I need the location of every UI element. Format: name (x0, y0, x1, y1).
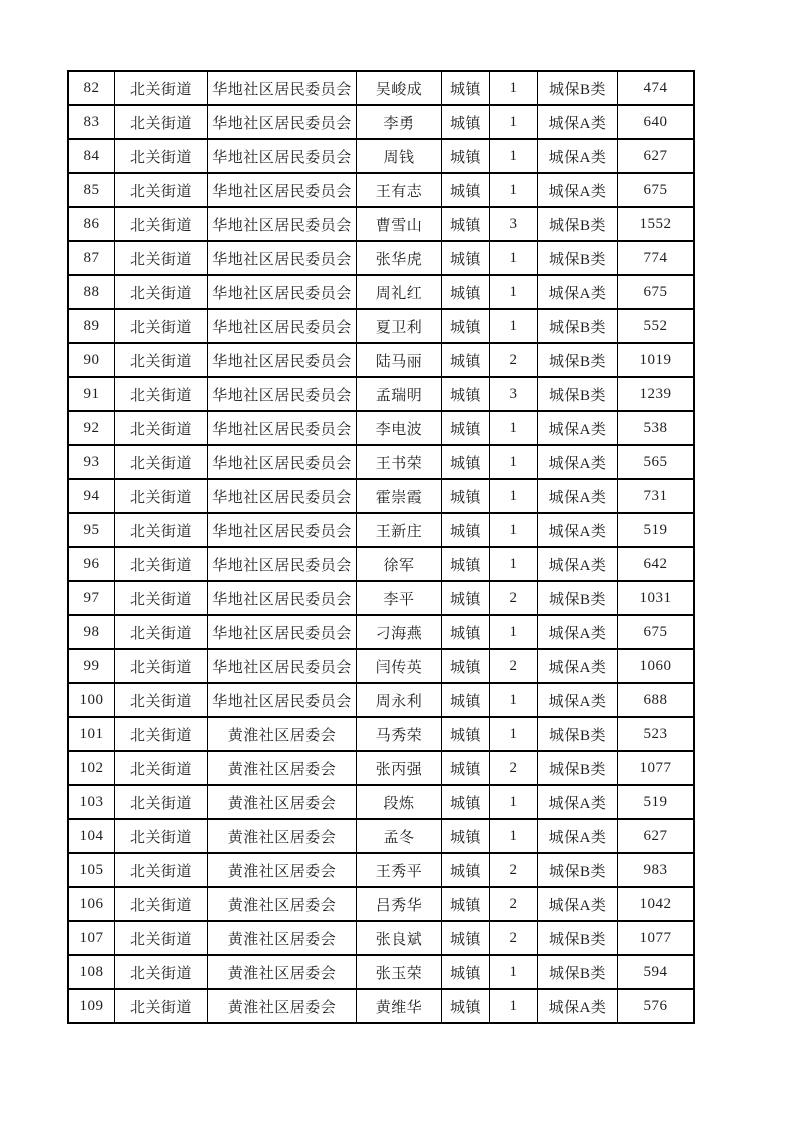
cell-amount: 1239 (618, 378, 693, 412)
cell-committee: 黄淮社区居委会 (208, 922, 357, 956)
cell-person-name: 刁海燕 (357, 616, 442, 650)
table-row (69, 174, 693, 208)
cell-amount: 627 (618, 140, 693, 174)
cell-street: 北关街道 (115, 718, 208, 752)
cell-street: 北关街道 (115, 786, 208, 820)
cell-household-type: 城镇 (442, 378, 490, 412)
cell-category: 城保A类 (538, 514, 618, 548)
cell-row-number: 104 (69, 820, 115, 854)
cell-household-type: 城镇 (442, 310, 490, 344)
cell-committee: 华地社区居民委员会 (208, 242, 357, 276)
cell-category: 城保A类 (538, 140, 618, 174)
cell-committee: 华地社区居民委员会 (208, 446, 357, 480)
cell-person-count: 1 (490, 786, 538, 820)
cell-street: 北关街道 (115, 854, 208, 888)
cell-committee: 华地社区居民委员会 (208, 616, 357, 650)
cell-household-type: 城镇 (442, 174, 490, 208)
table-row (69, 752, 693, 786)
cell-person-name: 张玉荣 (357, 956, 442, 990)
cell-household-type: 城镇 (442, 106, 490, 140)
cell-amount: 774 (618, 242, 693, 276)
cell-committee: 华地社区居民委员会 (208, 412, 357, 446)
table-row (69, 684, 693, 718)
cell-person-name: 李勇 (357, 106, 442, 140)
cell-amount: 627 (618, 820, 693, 854)
cell-person-count: 1 (490, 72, 538, 106)
cell-household-type: 城镇 (442, 752, 490, 786)
cell-person-name: 马秀荣 (357, 718, 442, 752)
cell-committee: 华地社区居民委员会 (208, 582, 357, 616)
cell-amount: 552 (618, 310, 693, 344)
cell-person-count: 2 (490, 752, 538, 786)
cell-person-name: 周礼红 (357, 276, 442, 310)
cell-person-name: 李电波 (357, 412, 442, 446)
cell-row-number: 98 (69, 616, 115, 650)
table-row (69, 922, 693, 956)
cell-committee: 华地社区居民委员会 (208, 276, 357, 310)
cell-person-name: 曹雪山 (357, 208, 442, 242)
table-row (69, 276, 693, 310)
cell-category: 城保A类 (538, 650, 618, 684)
cell-row-number: 95 (69, 514, 115, 548)
cell-person-count: 2 (490, 582, 538, 616)
cell-household-type: 城镇 (442, 922, 490, 956)
cell-category: 城保B类 (538, 582, 618, 616)
cell-category: 城保A类 (538, 786, 618, 820)
cell-row-number: 106 (69, 888, 115, 922)
cell-person-count: 1 (490, 684, 538, 718)
cell-amount: 1552 (618, 208, 693, 242)
cell-household-type: 城镇 (442, 208, 490, 242)
table-row (69, 820, 693, 854)
cell-street: 北关街道 (115, 106, 208, 140)
cell-committee: 华地社区居民委员会 (208, 548, 357, 582)
cell-person-count: 1 (490, 548, 538, 582)
cell-household-type: 城镇 (442, 582, 490, 616)
cell-person-count: 1 (490, 820, 538, 854)
cell-street: 北关街道 (115, 752, 208, 786)
cell-street: 北关街道 (115, 582, 208, 616)
cell-person-name: 陆马丽 (357, 344, 442, 378)
cell-category: 城保A类 (538, 684, 618, 718)
cell-amount: 640 (618, 106, 693, 140)
cell-person-count: 1 (490, 310, 538, 344)
cell-household-type: 城镇 (442, 684, 490, 718)
cell-category: 城保B类 (538, 854, 618, 888)
cell-person-name: 周钱 (357, 140, 442, 174)
table-row (69, 480, 693, 514)
cell-household-type: 城镇 (442, 276, 490, 310)
cell-person-name: 吕秀华 (357, 888, 442, 922)
cell-amount: 731 (618, 480, 693, 514)
cell-street: 北关街道 (115, 616, 208, 650)
cell-category: 城保B类 (538, 718, 618, 752)
cell-amount: 1077 (618, 752, 693, 786)
table-row (69, 616, 693, 650)
cell-household-type: 城镇 (442, 956, 490, 990)
cell-street: 北关街道 (115, 956, 208, 990)
table-row (69, 548, 693, 582)
cell-person-count: 1 (490, 412, 538, 446)
table-row (69, 106, 693, 140)
cell-committee: 黄淮社区居委会 (208, 990, 357, 1022)
cell-row-number: 86 (69, 208, 115, 242)
table-row (69, 140, 693, 174)
cell-household-type: 城镇 (442, 412, 490, 446)
cell-street: 北关街道 (115, 344, 208, 378)
cell-committee: 黄淮社区居委会 (208, 854, 357, 888)
cell-street: 北关街道 (115, 242, 208, 276)
cell-row-number: 101 (69, 718, 115, 752)
cell-row-number: 87 (69, 242, 115, 276)
cell-amount: 523 (618, 718, 693, 752)
cell-household-type: 城镇 (442, 344, 490, 378)
cell-committee: 华地社区居民委员会 (208, 72, 357, 106)
cell-amount: 1031 (618, 582, 693, 616)
cell-street: 北关街道 (115, 514, 208, 548)
cell-person-name: 黄维华 (357, 990, 442, 1022)
cell-person-name: 吴峻成 (357, 72, 442, 106)
table-row (69, 310, 693, 344)
cell-person-count: 1 (490, 140, 538, 174)
cell-street: 北关街道 (115, 378, 208, 412)
cell-row-number: 89 (69, 310, 115, 344)
table-row (69, 344, 693, 378)
cell-category: 城保A类 (538, 548, 618, 582)
cell-household-type: 城镇 (442, 820, 490, 854)
cell-person-count: 2 (490, 650, 538, 684)
table-row (69, 990, 693, 1022)
cell-committee: 华地社区居民委员会 (208, 684, 357, 718)
cell-person-count: 1 (490, 446, 538, 480)
cell-street: 北关街道 (115, 548, 208, 582)
cell-person-name: 王秀平 (357, 854, 442, 888)
cell-person-count: 3 (490, 378, 538, 412)
cell-person-count: 1 (490, 480, 538, 514)
cell-person-count: 1 (490, 956, 538, 990)
cell-amount: 1042 (618, 888, 693, 922)
cell-amount: 538 (618, 412, 693, 446)
cell-amount: 1019 (618, 344, 693, 378)
cell-committee: 黄淮社区居委会 (208, 752, 357, 786)
cell-committee: 黄淮社区居委会 (208, 718, 357, 752)
cell-committee: 华地社区居民委员会 (208, 514, 357, 548)
cell-committee: 华地社区居民委员会 (208, 140, 357, 174)
cell-category: 城保B类 (538, 344, 618, 378)
cell-row-number: 103 (69, 786, 115, 820)
cell-category: 城保A类 (538, 106, 618, 140)
cell-household-type: 城镇 (442, 990, 490, 1022)
cell-committee: 黄淮社区居委会 (208, 956, 357, 990)
table-row (69, 718, 693, 752)
cell-category: 城保B类 (538, 72, 618, 106)
cell-row-number: 88 (69, 276, 115, 310)
cell-category: 城保A类 (538, 276, 618, 310)
cell-row-number: 102 (69, 752, 115, 786)
cell-amount: 642 (618, 548, 693, 582)
cell-street: 北关街道 (115, 72, 208, 106)
cell-household-type: 城镇 (442, 650, 490, 684)
cell-category: 城保A类 (538, 174, 618, 208)
cell-street: 北关街道 (115, 446, 208, 480)
cell-household-type: 城镇 (442, 854, 490, 888)
cell-street: 北关街道 (115, 922, 208, 956)
cell-category: 城保B类 (538, 208, 618, 242)
cell-person-name: 段炼 (357, 786, 442, 820)
cell-person-name: 王新庄 (357, 514, 442, 548)
cell-category: 城保A类 (538, 412, 618, 446)
cell-person-name: 王书荣 (357, 446, 442, 480)
cell-person-name: 夏卫利 (357, 310, 442, 344)
cell-category: 城保A类 (538, 446, 618, 480)
cell-category: 城保A类 (538, 990, 618, 1022)
cell-person-count: 2 (490, 888, 538, 922)
cell-amount: 1077 (618, 922, 693, 956)
table-body (69, 72, 693, 1022)
subsistence-allowance-table (69, 72, 693, 1022)
cell-amount: 675 (618, 276, 693, 310)
cell-household-type: 城镇 (442, 242, 490, 276)
cell-row-number: 99 (69, 650, 115, 684)
cell-category: 城保B类 (538, 310, 618, 344)
cell-household-type: 城镇 (442, 480, 490, 514)
cell-person-name: 孟冬 (357, 820, 442, 854)
cell-amount: 565 (618, 446, 693, 480)
table-row (69, 412, 693, 446)
cell-household-type: 城镇 (442, 446, 490, 480)
cell-household-type: 城镇 (442, 72, 490, 106)
cell-street: 北关街道 (115, 310, 208, 344)
cell-person-count: 1 (490, 106, 538, 140)
cell-person-count: 2 (490, 854, 538, 888)
cell-amount: 688 (618, 684, 693, 718)
cell-committee: 华地社区居民委员会 (208, 344, 357, 378)
cell-amount: 983 (618, 854, 693, 888)
cell-category: 城保B类 (538, 922, 618, 956)
cell-person-count: 1 (490, 514, 538, 548)
cell-person-count: 1 (490, 174, 538, 208)
cell-person-count: 1 (490, 276, 538, 310)
cell-amount: 594 (618, 956, 693, 990)
cell-committee: 华地社区居民委员会 (208, 310, 357, 344)
cell-committee: 华地社区居民委员会 (208, 208, 357, 242)
cell-row-number: 107 (69, 922, 115, 956)
cell-street: 北关街道 (115, 888, 208, 922)
table-row (69, 582, 693, 616)
table-row (69, 956, 693, 990)
cell-person-name: 张良斌 (357, 922, 442, 956)
table-row (69, 446, 693, 480)
table-row (69, 514, 693, 548)
cell-category: 城保A类 (538, 888, 618, 922)
cell-household-type: 城镇 (442, 786, 490, 820)
cell-household-type: 城镇 (442, 888, 490, 922)
cell-row-number: 84 (69, 140, 115, 174)
cell-committee: 华地社区居民委员会 (208, 174, 357, 208)
cell-street: 北关街道 (115, 174, 208, 208)
cell-amount: 675 (618, 174, 693, 208)
cell-amount: 474 (618, 72, 693, 106)
cell-committee: 黄淮社区居委会 (208, 786, 357, 820)
cell-person-count: 1 (490, 616, 538, 650)
cell-category: 城保B类 (538, 378, 618, 412)
table-row (69, 242, 693, 276)
cell-row-number: 100 (69, 684, 115, 718)
cell-row-number: 109 (69, 990, 115, 1022)
table-row (69, 650, 693, 684)
cell-row-number: 82 (69, 72, 115, 106)
cell-street: 北关街道 (115, 412, 208, 446)
cell-committee: 华地社区居民委员会 (208, 106, 357, 140)
cell-street: 北关街道 (115, 480, 208, 514)
cell-person-name: 李平 (357, 582, 442, 616)
cell-category: 城保B类 (538, 242, 618, 276)
cell-row-number: 85 (69, 174, 115, 208)
cell-category: 城保A类 (538, 820, 618, 854)
cell-row-number: 108 (69, 956, 115, 990)
cell-person-name: 张华虎 (357, 242, 442, 276)
cell-category: 城保A类 (538, 616, 618, 650)
cell-person-count: 1 (490, 718, 538, 752)
cell-committee: 黄淮社区居委会 (208, 820, 357, 854)
table-row (69, 786, 693, 820)
cell-committee: 华地社区居民委员会 (208, 480, 357, 514)
cell-street: 北关街道 (115, 820, 208, 854)
cell-street: 北关街道 (115, 140, 208, 174)
table-border-frame (67, 70, 695, 1024)
table-row (69, 72, 693, 106)
cell-amount: 576 (643, 997, 668, 1014)
cell-household-type: 城镇 (442, 514, 490, 548)
cell-person-name: 霍崇霞 (357, 480, 442, 514)
cell-row-number: 93 (69, 446, 115, 480)
cell-street: 北关街道 (115, 276, 208, 310)
cell-person-count: 2 (490, 922, 538, 956)
cell-person-name: 王有志 (357, 174, 442, 208)
cell-amount: 519 (618, 514, 693, 548)
cell-street: 北关街道 (115, 208, 208, 242)
cell-amount: 519 (618, 786, 693, 820)
cell-committee: 华地社区居民委员会 (208, 650, 357, 684)
cell-person-name: 闫传英 (357, 650, 442, 684)
cell-person-count: 3 (490, 208, 538, 242)
cell-household-type: 城镇 (442, 548, 490, 582)
cell-row-number: 105 (69, 854, 115, 888)
table-row (69, 888, 693, 922)
cell-row-number: 97 (69, 582, 115, 616)
cell-person-name: 徐军 (357, 548, 442, 582)
cell-person-name: 孟瑞明 (357, 378, 442, 412)
cell-committee: 黄淮社区居委会 (208, 888, 357, 922)
cell-row-number: 96 (69, 548, 115, 582)
cell-street: 北关街道 (115, 684, 208, 718)
cell-person-count: 1 (490, 990, 538, 1022)
cell-household-type: 城镇 (442, 616, 490, 650)
cell-person-count: 1 (490, 242, 538, 276)
cell-row-number: 83 (69, 106, 115, 140)
cell-row-number: 90 (69, 344, 115, 378)
cell-amount: 1060 (618, 650, 693, 684)
cell-street: 北关街道 (115, 650, 208, 684)
cell-row-number: 94 (69, 480, 115, 514)
cell-household-type: 城镇 (442, 140, 490, 174)
cell-category: 城保B类 (538, 752, 618, 786)
cell-row-number: 92 (69, 412, 115, 446)
table-row (69, 378, 693, 412)
cell-household-type: 城镇 (442, 718, 490, 752)
cell-amount: 675 (618, 616, 693, 650)
cell-category: 城保B类 (538, 956, 618, 990)
cell-category: 城保A类 (538, 480, 618, 514)
cell-row-number: 91 (69, 378, 115, 412)
table-row (69, 208, 693, 242)
cell-person-count: 2 (490, 344, 538, 378)
cell-person-name: 周永利 (357, 684, 442, 718)
table-row (69, 854, 693, 888)
cell-committee: 华地社区居民委员会 (208, 378, 357, 412)
cell-street: 北关街道 (115, 990, 208, 1022)
cell-person-name: 张丙强 (357, 752, 442, 786)
